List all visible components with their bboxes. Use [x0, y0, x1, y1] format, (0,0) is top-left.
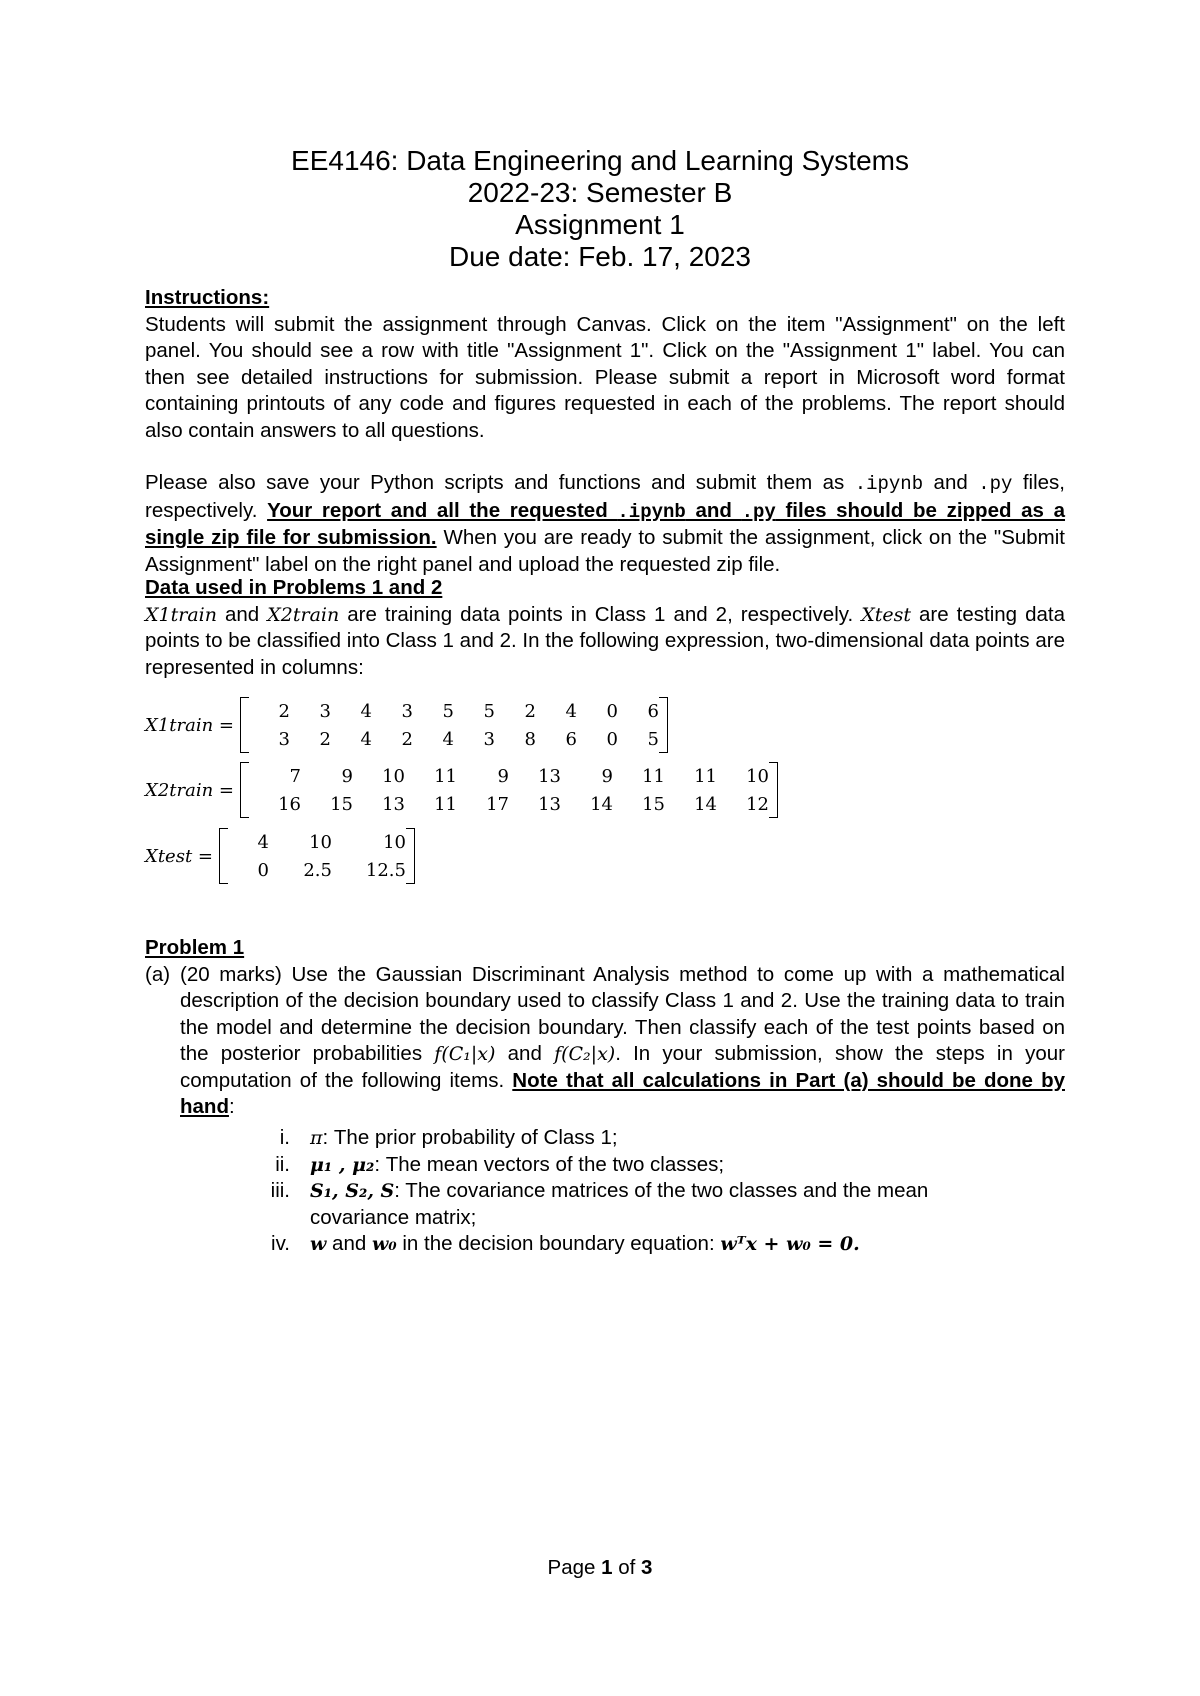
- matrix-cell: 13: [538, 765, 561, 787]
- matrix-cell: 16: [278, 793, 301, 815]
- matrix-x2train: [145, 762, 778, 818]
- semester-line: 2022-23: Semester B: [467, 177, 733, 208]
- matrix-cell: 17: [486, 793, 509, 815]
- matrix-cell: 5: [483, 700, 495, 722]
- matrix-cell: 11: [642, 765, 665, 787]
- matrix-cell: 2.5: [303, 859, 332, 881]
- matrix-cell: 2: [524, 700, 536, 722]
- matrix-label: Xtest =: [145, 845, 213, 867]
- matrix-label: X2train =: [145, 779, 234, 801]
- matrix-cell: 3: [401, 700, 413, 722]
- matrix-cell: 6: [565, 728, 577, 750]
- matrix-cell: 12.5: [365, 859, 406, 881]
- problem1-section: [145, 935, 1065, 1121]
- matrix-cell: 9: [601, 765, 613, 787]
- matrix-cell: 4: [360, 700, 372, 722]
- matrix-cell: 13: [382, 793, 405, 815]
- matrix-xtest: [145, 828, 415, 884]
- matrix-cell: 11: [434, 765, 457, 787]
- list-item: iv. w and w₀ in the decision boundary equation: wᵀx + w₀ = 0.: [271, 1232, 860, 1255]
- matrix-cell: 7: [289, 765, 301, 787]
- data-section: [145, 575, 1065, 707]
- part-a-text: (20 marks) Use the Gaussian Discriminant Analysis method to come up with a mathematical description of the decision boundary used to classify Class 1 and 2. Use the training data to train the model and determine the decision boundary. Then classify each of the test points based on the posterior probabilities f(C₁|x) and f(C₂|x). In your submission, show the steps in your computation of the following items. Note that all calculations in Part (a) should be done by hand:: [180, 962, 1065, 1118]
- data-paragraph: X1train and X2train are training data points in Class 1 and 2, respectively. Xtest are testing data points to be classified into Class 1 and 2. In the following expression, two-dimensional data points are represented in columns:: [145, 602, 1065, 679]
- due-date-line: Due date: Feb. 17, 2023: [449, 241, 751, 272]
- matrix-cell: 0: [606, 728, 618, 750]
- matrix-cell: 9: [497, 765, 509, 787]
- title-block: [0, 145, 1200, 273]
- matrix-cell: 4: [257, 831, 269, 853]
- matrix-cell: 12: [746, 793, 769, 815]
- matrix-values: [228, 828, 406, 884]
- matrix-cell: 10: [309, 831, 332, 853]
- list-item: iii. S₁, S₂, S: The covariance matrices of the two classes and the mean covariance matrix;: [270, 1179, 929, 1229]
- matrix-cell: 2: [319, 728, 331, 750]
- course-title: EE4146: Data Engineering and Learning Systems: [291, 145, 909, 176]
- assignment-line: Assignment 1: [515, 209, 685, 240]
- problem1-items: [225, 1125, 1025, 1258]
- matrix-cell: 0: [257, 859, 269, 881]
- instructions-paragraph-1: Students will submit the assignment through Canvas. Click on the item "Assignment" on the left panel. You should see a row with title "Assignment 1". Click on the "Assignment 1" label. You can then see detailed instructions for submission. Please submit a report in Microsoft word format containing printouts of any code and figures requested in each of the problems. The report should also contain answers to all questions.: [145, 312, 1065, 442]
- matrix-cell: 15: [642, 793, 665, 815]
- matrix-x1train: [145, 697, 668, 753]
- matrix-values: [249, 762, 769, 818]
- matrix-cell: 8: [524, 728, 536, 750]
- matrix-cell: 4: [360, 728, 372, 750]
- matrix-cell: 6: [647, 700, 659, 722]
- matrix-cell: 2: [278, 700, 290, 722]
- matrix-values: [249, 697, 659, 753]
- matrix-cell: 5: [442, 700, 454, 722]
- matrix-cell: 5: [647, 728, 659, 750]
- matrix-cell: 13: [538, 793, 561, 815]
- part-a-label: (a): [145, 962, 171, 986]
- matrix-cell: 4: [565, 700, 577, 722]
- instructions-section: [145, 285, 1065, 604]
- matrix-cell: 15: [330, 793, 353, 815]
- list-item: ii. μ₁ , μ₂: The mean vectors of the two classes;: [275, 1152, 725, 1176]
- matrix-label: X1train =: [145, 714, 234, 736]
- data-heading: Data used in Problems 1 and 2: [145, 576, 443, 599]
- matrix-cell: 11: [434, 793, 457, 815]
- instructions-paragraph-2: Please also save your Python scripts and functions and submit them as .ipynb and .py files, respectively. Your report and all the requested .ipynb and .py files should be zipped as a single zip file for submission. When you are ready to submit the assignment, click on the "Submit Assignment" label on the right panel and upload the requested zip file.: [145, 471, 1066, 576]
- instructions-heading: Instructions:: [145, 286, 270, 309]
- matrix-cell: 10: [382, 765, 405, 787]
- problem1-part-a: [145, 962, 1065, 1121]
- matrix-cell: 3: [319, 700, 331, 722]
- matrix-cell: 10: [746, 765, 769, 787]
- matrix-cell: 10: [383, 831, 406, 853]
- matrix-cell: 14: [694, 793, 717, 815]
- matrix-cell: 3: [483, 728, 495, 750]
- matrix-cell: 9: [341, 765, 353, 787]
- matrix-cell: 4: [442, 728, 454, 750]
- list-item: i. π: The prior probability of Class 1;: [279, 1126, 618, 1149]
- problem1-heading: Problem 1: [145, 936, 245, 959]
- matrix-cell: 14: [590, 793, 613, 815]
- matrix-cell: 3: [278, 728, 290, 750]
- matrix-cell: 0: [606, 700, 618, 722]
- matrix-cell: 11: [694, 765, 717, 787]
- page-footer: Page 1 of 3: [547, 1556, 653, 1579]
- matrix-cell: 2: [401, 728, 413, 750]
